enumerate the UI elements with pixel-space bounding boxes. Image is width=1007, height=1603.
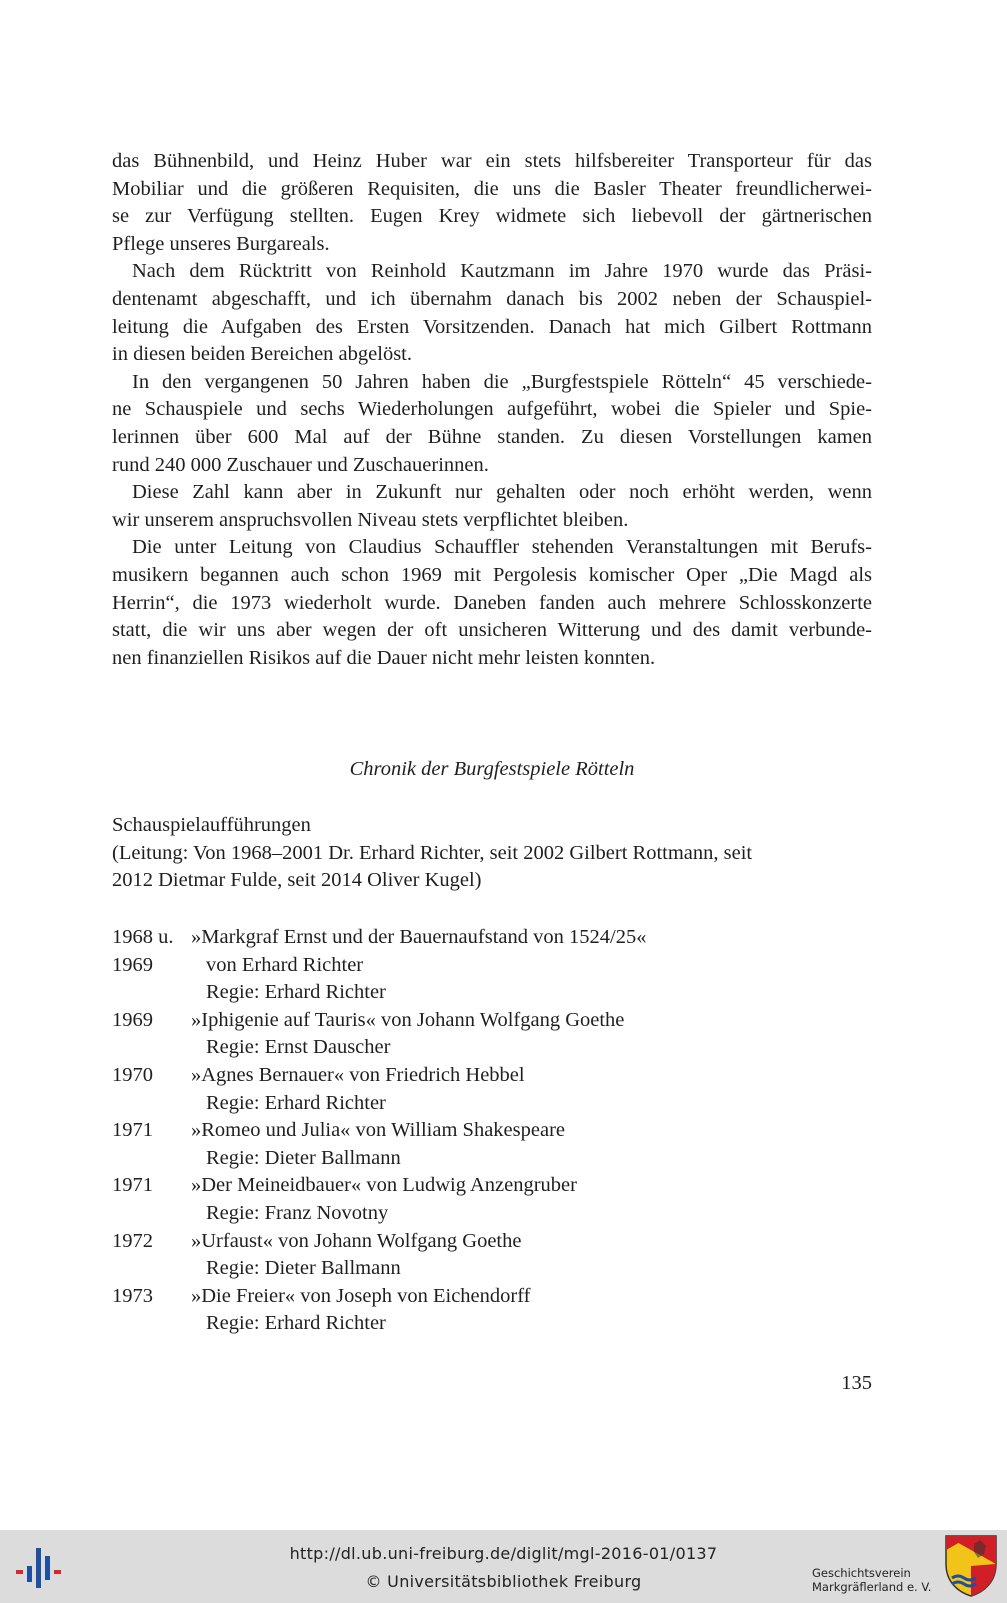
entry-regie: Regie: Dieter Ballmann: [206, 1257, 401, 1280]
chronicle-entry: [112, 1062, 872, 1090]
entry-regie: Regie: Erhard Richter: [206, 981, 386, 1004]
text-line: Die unter Leitung von Claudius Schauffler stehenden Veranstaltungen mit Berufs-: [132, 536, 872, 559]
text-line: Herrin“, die 1973 wiederholt wurde. Daneben fanden auch mehrere Schlosskonzerte: [112, 591, 872, 614]
entry-title: »Urfaust« von Johann Wolfgang Goethe: [191, 1229, 522, 1252]
entry-regie: Regie: Franz Novotny: [206, 1201, 389, 1224]
chronicle-entry: [112, 1228, 872, 1256]
footer-bar: [0, 1530, 1007, 1603]
entry-author: von Erhard Richter: [206, 953, 364, 976]
entry-regie: Regie: Erhard Richter: [206, 1091, 386, 1114]
chronicle-entry: [112, 924, 872, 952]
entry-title: »Die Freier« von Joseph von Eichendorff: [191, 1284, 531, 1307]
body-text: [112, 148, 872, 672]
entry-year: 1968 u.: [112, 926, 174, 948]
entry-year: 1969: [112, 953, 153, 976]
text-line: lerinnen über 600 Mal auf der Bühne standen. Zu diesen Vorstellungen kamen: [112, 425, 872, 448]
subheading-block: [112, 812, 872, 895]
entry-title: »Der Meineidbauer« von Ludwig Anzengruber: [191, 1174, 577, 1197]
chronicle-entry: [112, 1283, 872, 1311]
paragraph: [112, 148, 872, 258]
entry-year: 1971: [112, 1119, 153, 1142]
footer-copyright: © Universitätsbibliothek Freiburg: [365, 1572, 642, 1591]
text-line: Mobiliar und die größeren Requisiten, die uns die Basler Theater freundlicherwei-: [112, 177, 872, 200]
markgraeflerland-crest-icon: [944, 1534, 998, 1598]
text-line: Diese Zahl kann aber in Zukunft nur gehalten oder noch erhöht werden, wenn: [132, 481, 872, 504]
chronicle-entry: [112, 1172, 872, 1200]
text-line: wir unserem anspruchsvollen Niveau stets verpflichtet bleiben.: [112, 508, 629, 531]
entry-regie: Regie: Erhard Richter: [206, 1312, 386, 1335]
page-number: 135: [841, 1372, 872, 1394]
text-line: se zur Verfügung stellten. Eugen Krey widmete sich liebevoll der gärtnerischen: [112, 205, 872, 228]
entry-year: 1972: [112, 1229, 153, 1252]
entry-title: »Markgraf Ernst und der Bauernaufstand von 1524/25«: [191, 926, 647, 948]
text-line: Pflege unseres Burgareals.: [112, 232, 330, 255]
entry-year: 1971: [112, 1174, 153, 1197]
text-line: in diesen beiden Bereichen abgelöst.: [112, 343, 412, 366]
entry-year: 1969: [112, 1008, 153, 1031]
entry-title: »Romeo und Julia« von William Shakespeare: [191, 1119, 565, 1142]
text-line: das Bühnenbild, und Heinz Huber war ein stets hilfsbereiter Transporteur für das: [112, 150, 872, 172]
entry-regie: Regie: Dieter Ballmann: [206, 1146, 401, 1169]
text-line: dentenamt abgeschafft, und ich übernahm danach bis 2002 neben der Schauspiel-: [112, 287, 872, 310]
text-line: rund 240 000 Zuschauer und Zuschauerinnen.: [112, 453, 489, 476]
paragraph: [112, 479, 872, 534]
entry-year: 1970: [112, 1063, 153, 1086]
subheading-line: (Leitung: Von 1968–2001 Dr. Erhard Richter, seit 2002 Gilbert Rottmann, seit: [112, 841, 753, 864]
text-line: statt, die wir uns aber wegen der oft unsicheren Witterung und des damit verbunde-: [112, 619, 872, 642]
subheading-title: Schauspielaufführungen: [112, 814, 311, 836]
entry-year: 1973: [112, 1284, 153, 1307]
chronicle-entry-cont: [112, 952, 872, 980]
paragraph: [112, 534, 872, 672]
footer-org-line: Geschichtsverein: [812, 1566, 911, 1580]
subheading-line: 2012 Dietmar Fulde, seit 2014 Oliver Kugel): [112, 869, 482, 892]
chronicle-entry: [112, 1007, 872, 1035]
paragraph: [112, 369, 872, 479]
text-line: In den vergangenen 50 Jahren haben die „Burgfestspiele Rötteln“ 45 verschiede-: [132, 370, 872, 393]
footer-url-link[interactable]: http://dl.ub.uni-freiburg.de/diglit/mgl-2016-01/0137: [289, 1544, 718, 1563]
entry-title: »Iphigenie auf Tauris« von Johann Wolfgang Goethe: [191, 1008, 625, 1031]
text-line: leitung die Aufgaben des Ersten Vorsitzenden. Danach hat mich Gilbert Rottmann: [112, 315, 872, 338]
section-title: Chronik der Burgfestspiele Rötteln: [349, 758, 635, 780]
chronicle-list: [112, 924, 872, 1338]
text-line: Nach dem Rücktritt von Reinhold Kautzmann im Jahre 1970 wurde das Präsi-: [132, 260, 872, 283]
chronicle-entry: [112, 1117, 872, 1145]
entry-regie: Regie: Ernst Dauscher: [206, 1036, 391, 1059]
text-line: musikern begannen auch schon 1969 mit Pergolesis komischer Oper „Die Magd als: [112, 563, 872, 586]
paragraph: [112, 258, 872, 368]
text-line: ne Schauspiele und sechs Wiederholungen aufgeführt, wobei die Spieler und Spie-: [112, 398, 872, 421]
footer-org-name: [812, 1566, 931, 1594]
text-line: nen finanziellen Risikos auf die Dauer nicht mehr leisten konnten.: [112, 646, 656, 669]
entry-title: »Agnes Bernauer« von Friedrich Hebbel: [191, 1063, 525, 1086]
footer-org-line: Markgräflerland e. V.: [812, 1580, 932, 1594]
